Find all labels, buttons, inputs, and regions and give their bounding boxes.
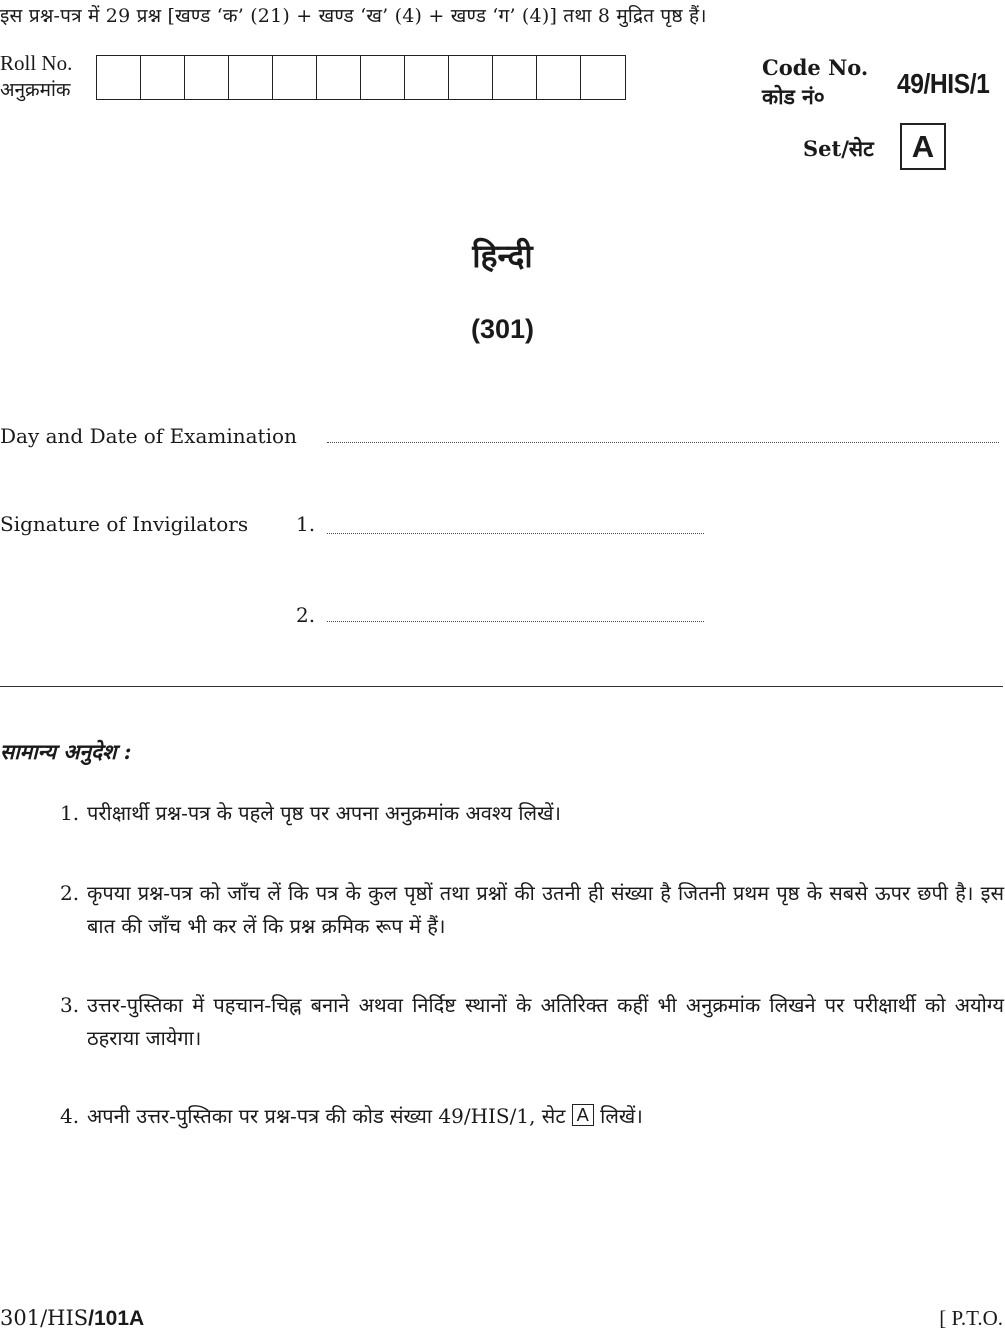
paper-code-bold: /101A xyxy=(88,1307,145,1330)
roll-number-box[interactable] xyxy=(185,56,229,99)
exam-date-label: Day and Date of Examination xyxy=(0,424,297,448)
code-number-value: 49/HIS/1 xyxy=(897,68,990,99)
set-label: Set/सेट xyxy=(803,136,874,161)
code-number-label xyxy=(762,53,868,111)
invigilator-1-signature-line[interactable] xyxy=(327,533,704,534)
instruction-text: कृपया प्रश्न-पत्र को जाँच लें कि पत्र के कुल पृष्ठों तथा प्रश्नों की उतनी ही संख्या है जितनी प्रथम पृष्ठ के सबसे ऊपर छपी है। इस बात की जाँच भी कर लें कि प्रश्न क्रमिक रूप में हैं। xyxy=(87,881,1004,938)
roll-label-hi: अनुक्रमांक xyxy=(0,79,71,101)
instruction-item xyxy=(60,877,1004,943)
instruction-item xyxy=(60,1100,1004,1133)
paper-code-footer xyxy=(0,1306,144,1331)
instruction-text: उत्तर-पुस्तिका में पहचान-चिह्न बनाने अथवा निर्दिष्ट स्थानों के अतिरिक्त कहीं भी अनुक्रमांक लिखने पर परीक्षार्थी को अयोग्य ठहराया जायेगा। xyxy=(87,993,1004,1050)
roll-number-box[interactable] xyxy=(449,56,493,99)
instruction-text-after: लिखें। xyxy=(600,1104,643,1128)
roll-number-box[interactable] xyxy=(493,56,537,99)
instruction-item xyxy=(60,989,1004,1055)
roll-number-box[interactable] xyxy=(581,56,625,99)
subject-title: हिन्दी xyxy=(472,237,533,275)
invigilator-1-number: 1. xyxy=(296,512,316,536)
instruction-text: परीक्षार्थी प्रश्न-पत्र के पहले पृष्ठ पर अपना अनुक्रमांक अवश्य लिखें। xyxy=(87,801,562,825)
instruction-number: 4. xyxy=(60,1104,80,1128)
section-divider xyxy=(0,686,1003,687)
invigilator-2-signature-line[interactable] xyxy=(327,621,704,622)
instructions-heading: सामान्य अनुदेश : xyxy=(0,739,132,764)
instruction-number: 2. xyxy=(60,881,80,905)
set-value-box: A xyxy=(900,123,946,170)
invigilator-2-number: 2. xyxy=(296,603,316,627)
instruction-text-before: अपनी उत्तर-पुस्तिका पर प्रश्न-पत्र की कोड संख्या 49/HIS/1, सेट xyxy=(87,1104,566,1128)
roll-number-boxes[interactable] xyxy=(96,55,626,100)
instruction-number: 3. xyxy=(60,993,80,1017)
set-inline-box: A xyxy=(572,1104,594,1126)
roll-number-box[interactable] xyxy=(273,56,317,99)
instruction-text xyxy=(87,1100,1004,1133)
roll-label-en: Roll No. xyxy=(0,51,73,75)
pto-label: [ P.T.O. xyxy=(939,1306,1003,1330)
subject-code: (301) xyxy=(470,314,535,344)
roll-number-box[interactable] xyxy=(97,56,141,99)
roll-number-box[interactable] xyxy=(317,56,361,99)
roll-number-box[interactable] xyxy=(405,56,449,99)
exam-date-line[interactable] xyxy=(327,442,999,443)
roll-number-box[interactable] xyxy=(141,56,185,99)
instruction-item xyxy=(60,797,1004,830)
roll-number-label xyxy=(0,50,72,104)
code-label-en: Code No. xyxy=(762,55,869,80)
instruction-number: 1. xyxy=(60,801,80,825)
roll-number-box[interactable] xyxy=(361,56,405,99)
code-label-hi: कोड नं० xyxy=(762,84,825,109)
roll-number-box[interactable] xyxy=(229,56,273,99)
paper-code-plain: 301/HIS xyxy=(0,1306,89,1330)
question-count-note: इस प्रश्न-पत्र में 29 प्रश्न [खण्ड ‘क’ (21) + खण्ड ‘ख’ (4) + खण्ड ‘ग’ (4)] तथा 8 मुद्रित पृष्ठ हैं। xyxy=(0,5,707,27)
roll-number-box[interactable] xyxy=(537,56,581,99)
invigilators-label: Signature of Invigilators xyxy=(0,512,249,536)
